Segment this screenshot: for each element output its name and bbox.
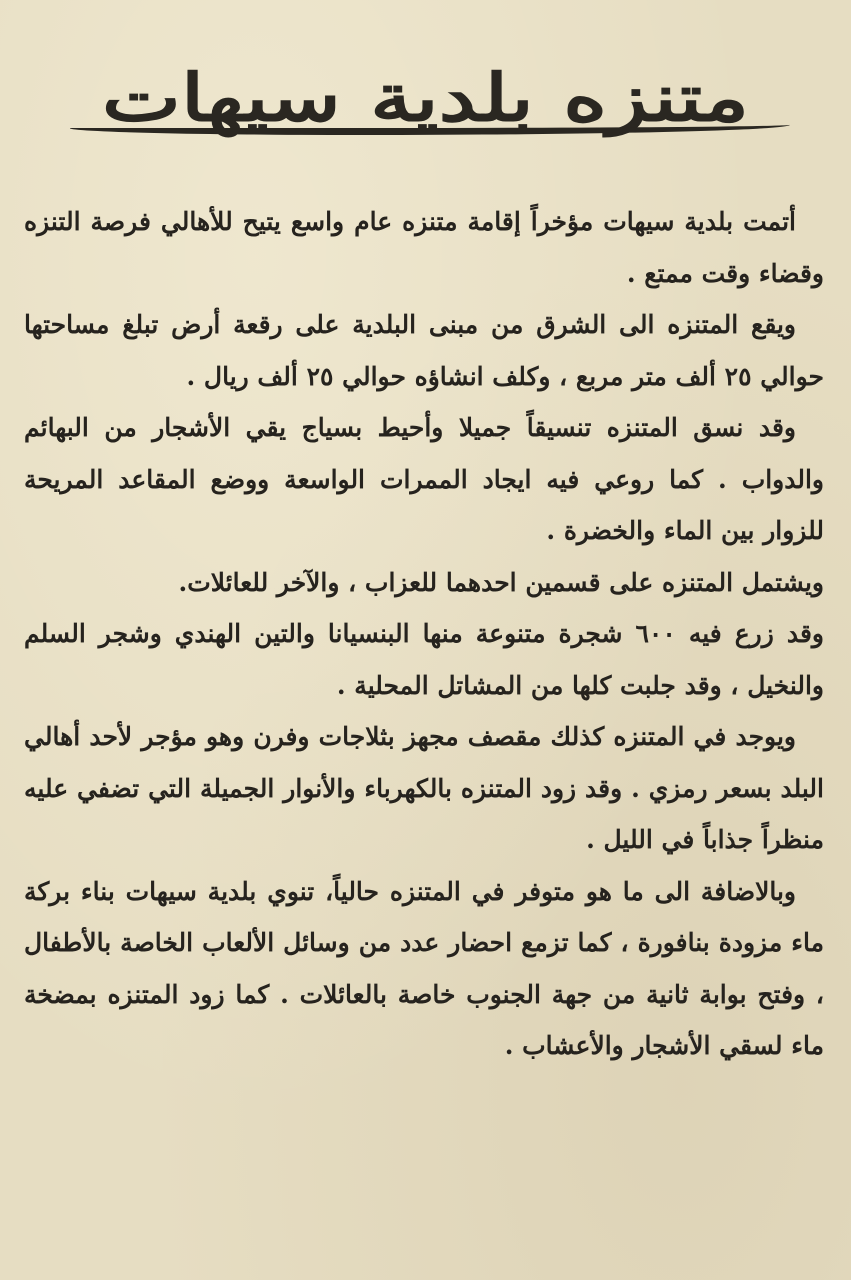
- article-paragraph: ويشتمل المتنزه على قسمين احدهما للعزاب ، والآخر للعائلات.: [178, 567, 824, 597]
- article-paragraph: وبالاضافة الى ما هو متوفر في المتنزه حالياً، تنوي بلدية سيهات بناء بركة ماء مزودة بنافورة ، كما تزمع احضار عدد من وسائل الألعاب الخاصة بالأطفال ، وفتح بوابة ثانية من جهة الجنوب خاصة بالعائلات . كما زود المتنزه بمضخة ماء لسقي الأشجار والأعشاب .: [24, 876, 824, 1060]
- article-body: [24, 196, 824, 1072]
- article-paragraph: وقد نسق المتنزه تنسيقاً جميلا وأحيط بسياج يقي الأشجار من البهائم والدواب . كما روعي فيه ايجاد الممرات الواسعة ووضع المقاعد المريحة للزوار بين الماء والخضرة .: [24, 413, 824, 545]
- article-paragraph: ويوجد في المتنزه كذلك مقصف مجهز بثلاجات وفرن وهو مؤجر لأحد أهالي البلد بسعر رمزي . وقد زود المتنزه بالكهرباء والأنوار الجميلة التي تضفي عليه منظراً جذاباً في الليل .: [24, 722, 824, 854]
- article-paragraph: ويقع المتنزه الى الشرق من مبنى البلدية على رقعة أرض تبلغ مساحتها حوالي ٢٥ ألف متر مربع ، وكلف انشاؤه حوالي ٢٥ ألف ريال .: [24, 310, 824, 391]
- article-paragraph: أتمت بلدية سيهات مؤخراً إقامة متنزه عام واسع يتيح للأهالي فرصة التنزه وقضاء وقت ممتع .: [24, 207, 824, 288]
- article-paragraph: وقد زرع فيه ٦٠٠ شجرة متنوعة منها البنسيانا والتين الهندي وشجر السلم والنخيل ، وقد جلبت كلها من المشاتل المحلية .: [24, 619, 824, 700]
- article-headline: متنزه بلدية سيهات: [101, 59, 750, 137]
